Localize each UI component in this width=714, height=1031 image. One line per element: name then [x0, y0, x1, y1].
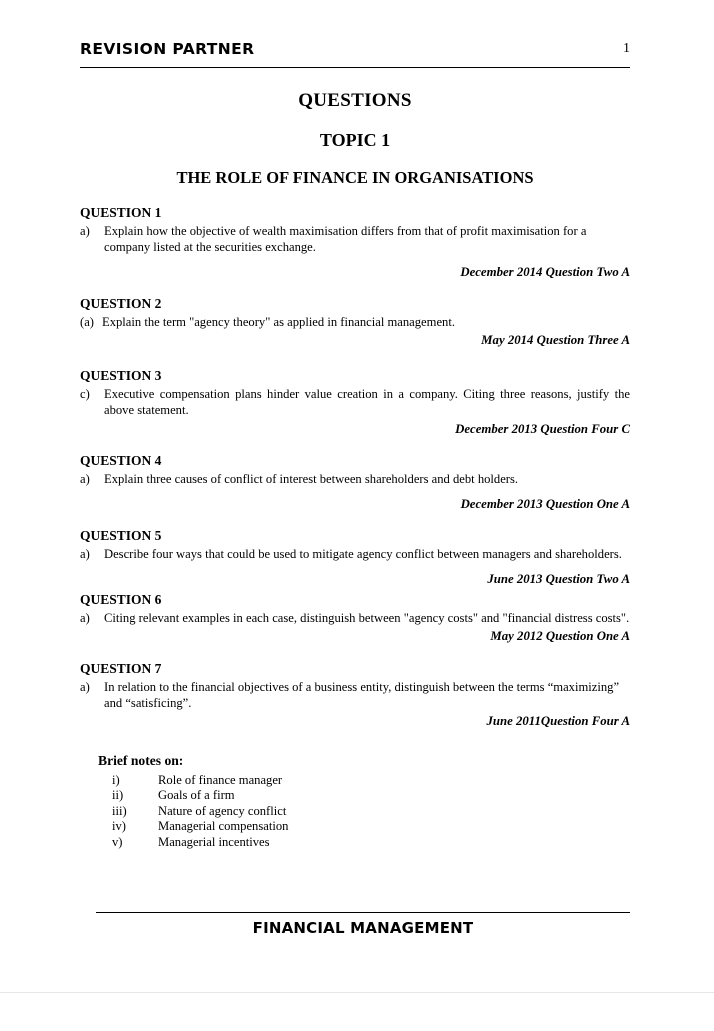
brand-title: REVISION PARTNER	[80, 40, 255, 58]
question-marker: a)	[80, 610, 90, 625]
question-body	[80, 471, 630, 487]
question-reference: December 2013 Question Four C	[455, 421, 630, 436]
question-reference: May 2012 Question One A	[490, 628, 630, 643]
question-heading: QUESTION 1	[80, 205, 162, 220]
brief-notes-list	[98, 773, 630, 850]
question-marker: a)	[80, 471, 90, 486]
list-item-label: Managerial incentives	[158, 834, 270, 849]
page-number: 1	[623, 41, 630, 56]
header-divider	[80, 67, 630, 68]
question-reference: December 2014 Question Two A	[460, 265, 630, 280]
question-heading: QUESTION 5	[80, 527, 162, 543]
brief-notes-section	[80, 753, 630, 850]
question-marker: a)	[80, 546, 90, 561]
question-text: Citing relevant examples in each case, distinguish between "agency costs" and "financial distress costs".	[104, 610, 630, 625]
list-item-number: i)	[112, 773, 120, 788]
question-reference: May 2014 Question Three A	[481, 333, 630, 348]
question-heading: QUESTION 3	[80, 368, 162, 384]
question-marker: a)	[80, 679, 90, 694]
question-reference: December 2013 Question One A	[460, 496, 630, 511]
question-heading: QUESTION 2	[80, 296, 162, 312]
question-block	[80, 368, 630, 436]
question-body	[80, 610, 630, 626]
question-block	[80, 205, 630, 280]
list-item-number: v)	[112, 834, 123, 849]
list-item-label: Role of finance manager	[158, 773, 283, 788]
list-item	[112, 835, 630, 850]
question-text: In relation to the financial objectives of a business entity, distinguish between the terms “maximizing” and “satisficing”.	[104, 679, 620, 710]
question-block	[80, 592, 630, 644]
question-text: Explain the term "agency theory" as applied in financial management.	[102, 315, 455, 330]
question-block	[80, 528, 630, 587]
list-item	[112, 788, 630, 803]
list-item	[112, 804, 630, 819]
page-bottom-margin	[0, 992, 714, 1031]
question-heading: QUESTION 7	[80, 660, 162, 676]
list-item-number: iv)	[112, 819, 126, 834]
list-item	[112, 819, 630, 834]
document-header	[80, 40, 630, 66]
list-item-label: Goals of a firm	[158, 788, 235, 803]
question-heading: QUESTION 4	[80, 452, 162, 468]
page-title: QUESTIONS	[298, 90, 412, 111]
question-marker: a)	[80, 224, 90, 238]
list-item-label: Nature of agency conflict	[158, 803, 287, 818]
list-item-label: Managerial compensation	[158, 819, 289, 834]
question-body	[80, 223, 630, 255]
question-block	[80, 296, 630, 348]
footer-text: FINANCIAL MANAGEMENT	[252, 919, 474, 937]
brief-notes-title: Brief notes on:	[98, 753, 184, 769]
subject-title: THE ROLE OF FINANCE IN ORGANISATIONS	[176, 168, 534, 187]
question-body	[80, 386, 630, 418]
question-body	[80, 546, 630, 562]
question-block	[80, 661, 630, 729]
list-item	[112, 773, 630, 788]
list-item-number: ii)	[112, 788, 124, 803]
question-body	[80, 314, 630, 330]
page-edge-line	[0, 992, 714, 993]
question-text: Executive compensation plans hinder value creation in a company. Citing three reasons, justify the above statement.	[104, 387, 630, 418]
list-item-number: iii)	[112, 803, 127, 818]
question-text: Describe four ways that could be used to mitigate agency conflict between managers and shareholders.	[104, 546, 622, 561]
document-footer	[96, 912, 630, 937]
question-reference: June 2011Question Four A	[486, 714, 630, 729]
question-text: Explain how the objective of wealth maximisation differs from that of profit maximisation for a company listed at the securities exchange.	[104, 224, 587, 255]
footer-divider	[96, 912, 630, 913]
question-heading: QUESTION 6	[80, 591, 162, 607]
question-marker: c)	[80, 387, 90, 402]
question-block	[80, 453, 630, 512]
question-reference: June 2013 Question Two A	[487, 571, 630, 586]
question-text: Explain three causes of conflict of interest between shareholders and debt holders.	[104, 471, 519, 486]
question-body	[80, 679, 630, 711]
question-marker: (a)	[80, 315, 94, 330]
topic-title: TOPIC 1	[319, 130, 391, 150]
